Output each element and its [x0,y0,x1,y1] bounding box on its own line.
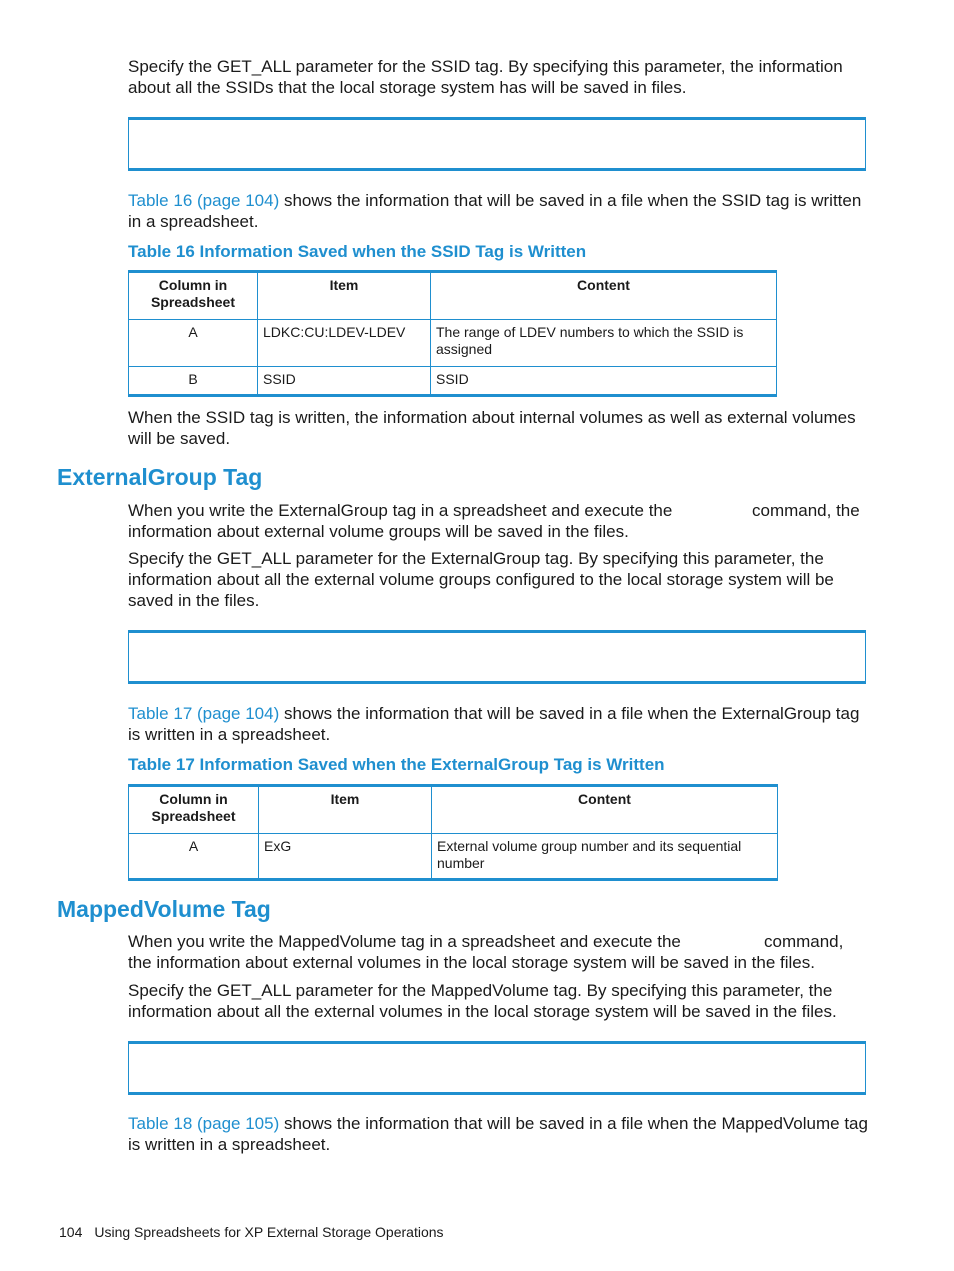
table-row [129,320,777,367]
mappedvolume-intro-end: command, the information about external volumes in the local storage system will be saved in the files. [128,932,844,972]
page-footer [59,1224,444,1241]
externalgroup-intro-start: When you write the ExternalGroup tag in a spreadsheet and execute the [128,501,673,520]
note-box-externalgroup [128,630,866,684]
table-16-cell: B [129,367,258,396]
externalgroup-table-reference-text: shows the information that will be saved in a file when the ExternalGroup tag is written in a spreadsheet. [128,704,860,744]
externalgroup-intro-end: command, the information about external volume groups will be saved in the files. [128,501,860,541]
mappedvolume-heading: MappedVolume Tag [57,896,271,922]
ssid-getall-paragraph: Specify the GET_ALL parameter for the SSID tag. By specifying this parameter, the information about all the SSIDs that the local storage system has will be saved in files. [128,57,843,97]
note-box-ssid [128,117,866,171]
table-17 [128,784,778,881]
table-16 [128,270,777,397]
table-17-header-item: Item [259,786,432,834]
page-number: 104 [59,1224,83,1240]
table-row [129,834,778,880]
table-16-cell: The range of LDEV numbers to which the SSID is assigned [431,320,777,367]
table-16-header-item: Item [258,272,431,320]
ssid-table-reference-paragraph [128,190,873,232]
note-box-mappedvolume [128,1041,866,1095]
externalgroup-table-reference-paragraph [128,703,873,745]
ssid-internal-external-paragraph: When the SSID tag is written, the information about internal volumes as well as external volumes will be saved. [128,408,856,448]
ssid-table-reference-text: shows the information that will be saved in a file when the SSID tag is written in a spreadsheet. [128,191,862,231]
table-16-cell: SSID [431,367,777,396]
footer-title: Using Spreadsheets for XP External Storage Operations [94,1224,444,1240]
table-17-header-content: Content [432,786,778,834]
table-16-caption: Table 16 Information Saved when the SSID Tag is Written [128,242,587,261]
externalgroup-heading: ExternalGroup Tag [57,464,263,490]
table-16-link[interactable]: Table 16 (page 104) [128,191,280,210]
mappedvolume-getall-paragraph: Specify the GET_ALL parameter for the MappedVolume tag. By specifying this parameter, the information about all the external volumes in the local storage system will be saved in the files. [128,981,837,1021]
table-16-cell: SSID [258,367,431,396]
externalgroup-getall-paragraph: Specify the GET_ALL parameter for the ExternalGroup tag. By specifying this parameter, the information about all the external volume groups configured to the local storage system will be saved in the files. [128,549,834,610]
table-17-cell: External volume group number and its sequential number [432,834,778,880]
table-17-cell: ExG [259,834,432,880]
table-16-cell: LDKC:CU:LDEV-LDEV [258,320,431,367]
table-18-link[interactable]: Table 18 (page 105) [128,1114,280,1133]
table-17-caption: Table 17 Information Saved when the ExternalGroup Tag is Written [128,755,665,774]
table-17-cell: A [129,834,259,880]
mappedvolume-table-reference-paragraph [128,1113,868,1155]
table-16-header-column: Column in Spreadsheet [129,272,258,320]
table-row [129,367,777,396]
table-16-cell: A [129,320,258,367]
mappedvolume-intro-start: When you write the MappedVolume tag in a spreadsheet and execute the [128,932,681,951]
table-17-header-column: Column in Spreadsheet [129,786,259,834]
table-17-link[interactable]: Table 17 (page 104) [128,704,280,723]
table-16-header-content: Content [431,272,777,320]
mappedvolume-table-reference-text: shows the information that will be saved in a file when the MappedVolume tag is written in a spreadsheet. [128,1114,868,1154]
